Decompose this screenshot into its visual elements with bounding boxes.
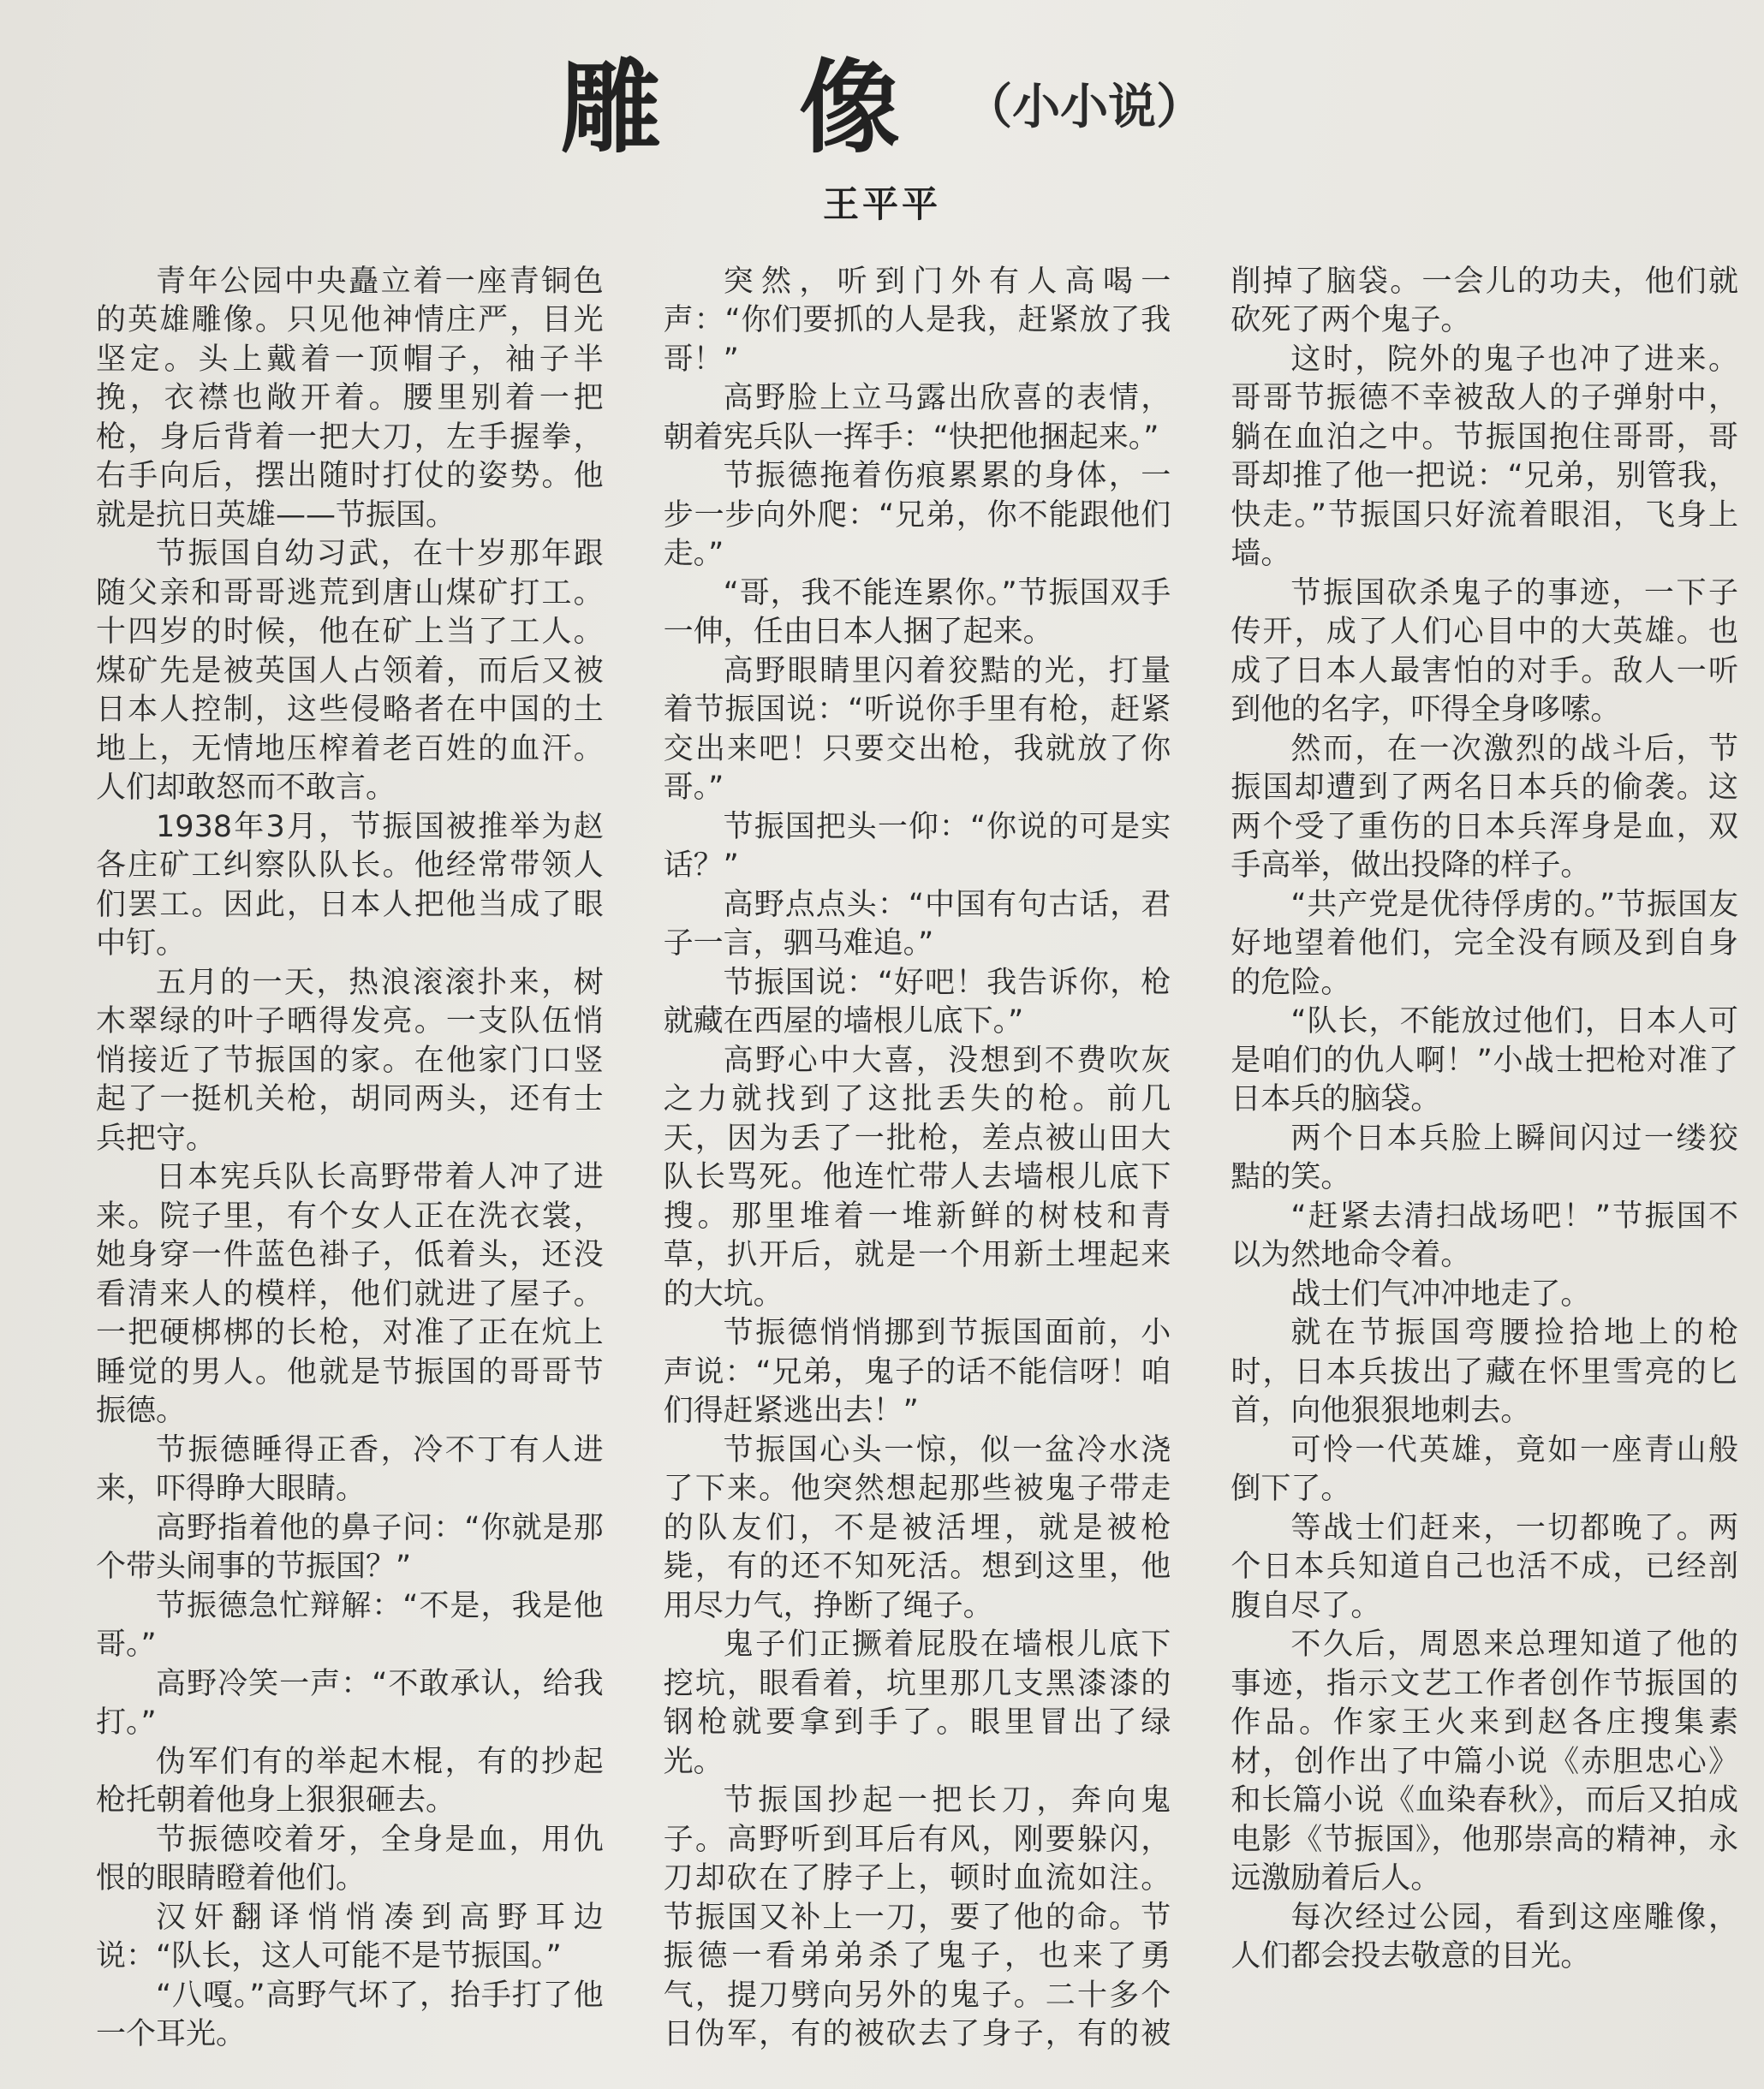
paragraph: 高野冷笑一声：“不敢承认，给我打。” [96, 1666, 604, 1740]
article-genre: （小小说） [964, 79, 1205, 135]
paragraph: 高野眼睛里闪着狡黠的光，打量着节振国说：“听说你手里有枪，赶紧交出来吧！只要交出枪，我就放了你哥。” [663, 653, 1171, 805]
paragraph: 节振德拖着伤痕累累的身体，一步一步向外爬：“兄弟，你不能跟他们走。” [663, 459, 1171, 571]
paragraph: 节振德急忙辩解：“不是，我是他哥。” [96, 1588, 604, 1662]
paragraph: 节振国心头一惊，似一盆冷水浇了下来。他突然想起那些被鬼子带走的队友们，不是被活埋，就是被枪毙，有的还不知死活。想到这里，他用尽力气，挣断了绳子。 [663, 1432, 1171, 1623]
paragraph: 节振国自幼习武，在十岁那年跟随父亲和哥哥逃荒到唐山煤矿打工。十四岁的时候，他在矿上当了工人。煤矿先是被英国人占领着，而后又被日本人控制，这些侵略者在中国的土地上，无情地压榨着老百姓的血汗。人们却敢怒而不敢言。 [96, 537, 604, 805]
paragraph: 这时，院外的鬼子也冲了进来。哥哥节振德不幸被敌人的子弹射中，躺在血泊之中。节振国抱住哥哥，哥哥却推了他一把说：“兄弟，别管我，快走。”节振国只好流着眼泪，飞身上墙。 [1231, 342, 1738, 571]
paragraph: 节振德咬着牙，全身是血，用仇恨的眼睛瞪着他们。 [96, 1822, 604, 1896]
paragraph: 战士们气冲冲地走了。 [1290, 1277, 1591, 1312]
paragraph: 五月的一天，热浪滚滚扑来，树木翠绿的叶子晒得发亮。一支队伍悄悄接近了节振国的家。在他家门口竖起了一挺机关枪，胡同两头，还有士兵把守。 [96, 965, 604, 1156]
paragraph: 伪军们有的举起木棍，有的抄起枪托朝着他身上狠狠砸去。 [96, 1744, 604, 1818]
paragraph: 不久后，周恩来总理知道了他的事迹，指示文艺工作者创作节振国的作品。作家王火来到赵各庄搜集素材，创作出了中篇小说《赤胆忠心》和长篇小说《血染春秋》，而后又拍成电影《节振国》，他那崇高的精神，永远激励着后人。 [1231, 1628, 1738, 1896]
paragraph: “八嘎。”高野气坏了，抬手打了他一个耳光。 [96, 1978, 604, 2051]
paragraph: 节振国说：“好吧！我告诉你，枪就藏在西屋的墙根儿底下。” [663, 965, 1171, 1039]
article-body [96, 263, 1755, 2055]
headline [0, 43, 1764, 172]
paragraph: 突然，听到门外有人高喝一声：“你们要抓的人是我，赶紧放了我哥！” [663, 264, 1171, 377]
paragraph: 高野脸上立马露出欣喜的表情，朝着宪兵队一挥手：“快把他捆起来。” [663, 381, 1171, 455]
article-title: 雕 像 [559, 47, 951, 167]
paragraph: 就在节振国弯腰捡拾地上的枪时，日本兵拔出了藏在怀里雪亮的匕首，向他狠狠地刺去。 [1231, 1316, 1738, 1428]
paragraph: 节振国抄起一把长刀，奔向鬼子。高野听到耳后有风，刚要躲闪，刀却砍在了脖子上，顿时血流如注。节振国又补上一刀，要了他的命。节振德一看弟弟杀了鬼子，也来了勇气，提刀劈向另外的鬼子。二十多个日伪军，有的被砍去了身子，有的被削掉了脑袋。一会儿的功夫，他们就砍死了两个鬼子。 [663, 264, 1738, 2051]
paragraph: “共产党是优待俘虏的。”节振国友好地望着他们，完全没有顾及到自身的危险。 [1231, 887, 1738, 1000]
paragraph: 节振国砍杀鬼子的事迹，一下子传开，成了人们心目中的大英雄。也成了日本人最害怕的对手。敌人一听到他的名字，吓得全身哆嗦。 [1231, 575, 1738, 727]
paragraph: 可怜一代英雄，竟如一座青山般倒下了。 [1231, 1432, 1738, 1506]
paragraph: 节振德睡得正香，冷不丁有人进来，吓得睁大眼睛。 [96, 1432, 604, 1506]
paragraph: 日本宪兵队长高野带着人冲了进来。院子里，有个女人正在洗衣裳，她身穿一件蓝色褂子，低着头，还没看清来人的模样，他们就进了屋子。一把硬梆梆的长枪，对准了正在炕上睡觉的男人。他就是节振国的哥哥节振德。 [96, 1160, 604, 1428]
author-byline: 王平平 [822, 182, 941, 225]
paragraph: 等战士们赶来，一切都晚了。两个日本兵知道自己也活不成，已经剖腹自尽了。 [1231, 1510, 1738, 1623]
paragraph: 节振德悄悄挪到节振国面前，小声说：“兄弟，鬼子的话不能信呀！咱们得赶紧逃出去！” [663, 1316, 1171, 1428]
paragraph: 每次经过公园，看到这座雕像，人们都会投去敬意的目光。 [1231, 1900, 1738, 1973]
paragraph: 两个日本兵脸上瞬间闪过一缕狡黠的笑。 [1231, 1121, 1738, 1194]
paragraph: 然而，在一次激烈的战斗后，节振国却遭到了两名日本兵的偷袭。这两个受了重伤的日本兵浑身是血，双手高举，做出投降的样子。 [1231, 731, 1738, 883]
paragraph: 高野点点头：“中国有句古话，君子一言，驷马难追。” [663, 887, 1171, 961]
paragraph: 汉奸翻译悄悄凑到高野耳边说：“队长，这人可能不是节振国。” [96, 1900, 604, 1973]
paragraph: “哥，我不能连累你。”节振国双手一伸，任由日本人捆了起来。 [663, 575, 1171, 649]
paragraph: 青年公园中央矗立着一座青铜色的英雄雕像。只见他神情庄严，目光坚定。头上戴着一顶帽子，袖子半挽，衣襟也敞开着。腰里别着一把枪，身后背着一把大刀，左手握拳，右手向后，摆出随时打仗的姿势。他就是抗日英雄——节振国。 [96, 264, 604, 533]
paragraph: 鬼子们正撅着屁股在墙根儿底下挖坑，眼看着，坑里那几支黑漆漆的钢枪就要拿到手了。眼里冒出了绿光。 [663, 1628, 1171, 1779]
paragraph: 节振国把头一仰：“你说的可是实话？” [663, 809, 1171, 883]
paragraph: “队长，不能放过他们，日本人可是咱们的仇人啊！”小战士把枪对准了日本兵的脑袋。 [1231, 1004, 1738, 1116]
paragraph: 高野心中大喜，没想到不费吹灰之力就找到了这批丢失的枪。前几天，因为丢了一批枪，差点被山田大队长骂死。他连忙带人去墙根儿底下搜。那里堆着一堆新鲜的树枝和青草，扒开后，就是一个用新土埋起来的大坑。 [663, 1043, 1171, 1312]
paragraph: 1938年3月，节振国被推举为赵各庄矿工纠察队队长。他经常带领人们罢工。因此，日本人把他当成了眼中钉。 [96, 809, 604, 961]
paragraph: “赶紧去清扫战场吧！”节振国不以为然地命令着。 [1231, 1199, 1738, 1272]
paragraph: 高野指着他的鼻子问：“你就是那个带头闹事的节振国？” [96, 1510, 604, 1584]
